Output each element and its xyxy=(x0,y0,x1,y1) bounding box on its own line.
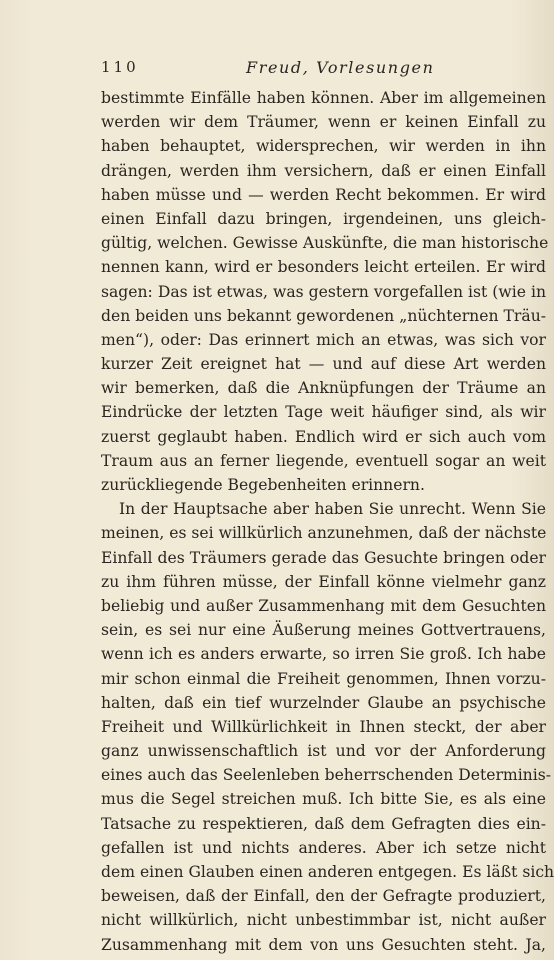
page-number: 110 xyxy=(101,58,139,76)
text-line: Eindrücke der letzten Tage weit häufiger sind, als wir xyxy=(101,403,546,422)
text-line: sein, es sei nur eine Äußerung meines Gottvertrauens, xyxy=(101,621,546,640)
text-line: bestimmte Einfälle haben können. Aber im allgemeinen xyxy=(101,89,546,107)
text-line: wenn ich es anders erwarte, so irren Sie groß. Ich habe xyxy=(101,645,546,664)
paragraph-end-line: zurückliegende Begebenheiten erinnern. xyxy=(101,476,425,494)
text-line: halten, daß ein tief wurzelnder Glaube an psychische xyxy=(101,693,546,712)
text-line: beliebig und außer Zusammenhang mit dem Gesuchten xyxy=(101,596,546,615)
text-line: drängen, werden ihm versichern, daß er einen Einfall xyxy=(101,161,546,180)
text-line: gefallen ist und nichts anderes. Aber ich setze nicht xyxy=(101,838,546,857)
text-line: zuerst geglaubt haben. Endlich wird er sich auch vom xyxy=(101,427,546,446)
text-line: dem einen Glauben einen anderen entgegen. Es läßt sich xyxy=(101,863,554,881)
text-line: einen Einfall dazu bringen, irgendeinen, uns gleich- xyxy=(101,209,546,228)
text-line: mus die Segel streichen muß. Ich bitte Sie, es als eine xyxy=(101,790,546,809)
text-line: meinen, es sei willkürlich anzunehmen, daß der nächste xyxy=(101,524,547,543)
text-line: Zusammenhang mit dem von uns Gesuchten steht. Ja, xyxy=(101,935,546,954)
text-line: nicht willkürlich, nicht unbestimmbar ist, nicht außer xyxy=(101,911,546,930)
text-line: sagen: Das ist etwas, was gestern vorgefallen ist (wie in xyxy=(101,282,546,301)
page-header xyxy=(101,58,554,80)
text-line: haben müsse und — werden Recht bekommen. Er wird xyxy=(101,185,546,204)
text-line: den beiden uns bekannt gewordenen „nüchternen Träu- xyxy=(101,306,546,325)
text-line: Tatsache zu respektieren, daß dem Gefragten dies ein- xyxy=(101,814,546,833)
text-line: Einfall des Träumers gerade das Gesuchte bringen oder xyxy=(101,548,546,567)
text-line: men“), oder: Das erinnert mich an etwas, was sich vor xyxy=(101,330,546,349)
text-line: eines auch das Seelenleben beherrschenden Determinis- xyxy=(101,766,551,785)
text-line: kurzer Zeit ereignet hat — und auf diese Art werden xyxy=(101,355,546,374)
text-line: nennen kann, wird er besonders leicht erteilen. Er wird xyxy=(101,258,546,277)
body-text xyxy=(101,86,554,957)
text-line: haben behauptet, widersprechen, wir werden in ihn xyxy=(101,137,546,156)
text-line: beweisen, daß der Einfall, den der Gefragte produziert, xyxy=(101,887,546,906)
text-line: gültig, welchen. Gewisse Auskünfte, die man historische xyxy=(101,234,549,253)
text-line: wir bemerken, daß die Anknüpfungen der Träume an xyxy=(101,379,546,398)
text-line: ganz unwissenschaftlich ist und vor der Anforderung xyxy=(101,742,546,761)
text-line: zu ihm führen müsse, der Einfall könne vielmehr ganz xyxy=(101,572,546,591)
text-line: werden wir dem Träumer, wenn er keinen Einfall zu xyxy=(101,113,546,132)
running-head: Freud, Vorlesungen xyxy=(246,58,435,77)
paragraph-start-line: In der Hauptsache aber haben Sie unrecht. Wenn Sie xyxy=(119,500,546,519)
text-line: Freiheit und Willkürlichkeit in Ihnen steckt, der aber xyxy=(101,717,546,736)
text-line: mir schon einmal die Freiheit genommen, Ihnen vorzu- xyxy=(101,669,546,688)
text-line: Traum aus an ferner liegende, eventuell sogar an weit xyxy=(101,451,546,470)
